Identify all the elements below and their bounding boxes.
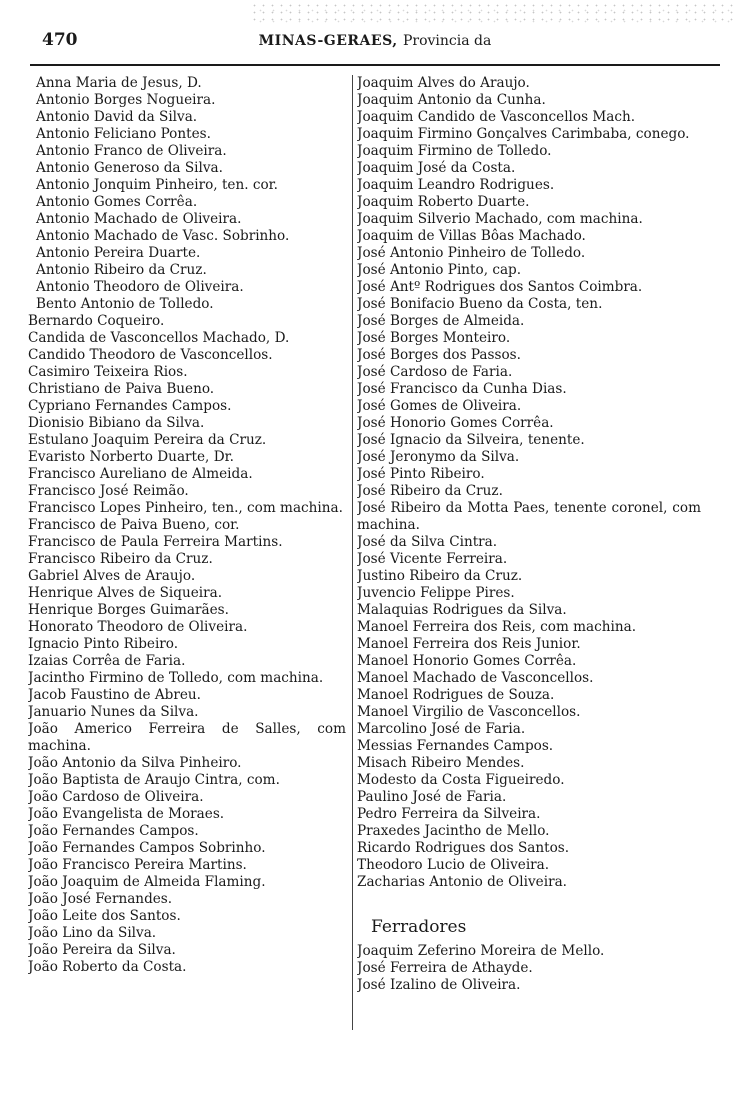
list-item: Joaquim Leandro Rodrigues. [357,177,555,193]
list-item: José Ribeiro da Cruz. [357,483,503,499]
list-item: Joaquim Roberto Duarte. [357,194,530,210]
list-item: Bento Antonio de Tolledo. [36,296,214,312]
list-item: Henrique Borges Guimarães. [28,602,229,618]
list-item: Candida de Vasconcellos Machado, D. [28,330,290,346]
page-number: 470 [42,30,78,50]
right-column-list [357,75,701,891]
list-item: Manoel Ferreira dos Reis, com machina. [357,619,637,635]
list-item: Francisco Aureliano de Almeida. [28,466,253,482]
list-item: Justino Ribeiro da Cruz. [357,568,523,584]
list-item: Antonio Generoso da Silva. [36,160,223,176]
list-item: Messias Fernandes Campos. [357,738,554,754]
list-item: Malaquias Rodrigues da Silva. [357,602,567,618]
list-item: Praxedes Jacintho de Mello. [357,823,550,839]
list-item: Marcolino José de Faria. [357,721,526,737]
list-item: José Honorio Gomes Corrêa. [357,415,554,431]
list-item: Jacintho Firmino de Tolledo, com machina. [28,670,324,686]
list-item: João Leite dos Santos. [28,908,181,924]
list-item: Antonio Ribeiro da Cruz. [36,262,207,278]
list-item: Misach Ribeiro Mendes. [357,755,525,771]
list-item: João Fernandes Campos. [28,823,199,839]
list-item: Evaristo Norberto Duarte, Dr. [28,449,234,465]
list-item: Casimiro Teixeira Rios. [28,364,188,380]
right-column [352,75,701,1030]
list-item: João Evangelista de Moraes. [28,806,225,822]
list-item: Estulano Joaquim Pereira da Cruz. [28,432,267,448]
left-column [28,75,346,976]
list-item: José da Silva Cintra. [357,534,498,550]
list-item: Januario Nunes da Silva. [28,704,199,720]
list-item: Pedro Ferreira da Silveira. [357,806,541,822]
list-item: José Bonifacio Bueno da Costa, ten. [357,296,603,312]
list-item: Joaquim Antonio da Cunha. [357,92,546,108]
list-item: Manoel Honorio Gomes Corrêa. [357,653,577,669]
list-item: José Cardoso de Faria. [357,364,513,380]
list-item: Antonio Theodoro de Oliveira. [36,279,244,295]
list-item: Ignacio Pinto Ribeiro. [28,636,179,652]
list-item: Modesto da Costa Figueiredo. [357,772,565,788]
list-item: Manoel Rodrigues de Souza. [357,687,555,703]
list-item: Antonio Franco de Oliveira. [36,143,227,159]
list-item: Joaquim Zeferino Moreira de Mello. [357,943,605,959]
list-item: Ricardo Rodrigues dos Santos. [357,840,570,856]
list-item: João Lino da Silva. [28,925,157,941]
list-item: Paulino José de Faria. [357,789,507,805]
list-item: Antonio David da Silva. [36,109,198,125]
list-item: Jacob Faustino de Abreu. [28,687,201,703]
list-item: Francisco Lopes Pinheiro, ten., com machina. [28,500,343,516]
list-item: Theodoro Lucio de Oliveira. [357,857,550,873]
list-item: Joaquim de Villas Bôas Machado. [357,228,586,244]
list-item: João Joaquim de Almeida Flaming. [28,874,266,890]
list-item: Joaquim Firmino Gonçalves Carimbaba, conego. [357,126,690,142]
list-item: João Americo Ferreira de Salles, com machina. [28,721,346,754]
list-item: José Gomes de Oliveira. [357,398,522,414]
list-item: Gabriel Alves de Araujo. [28,568,196,584]
list-item: José Borges dos Passos. [357,347,521,363]
page-header [30,30,720,58]
list-item: Francisco de Paula Ferreira Martins. [28,534,283,550]
list-item: José Vicente Ferreira. [357,551,508,567]
list-item: João Roberto da Costa. [28,959,187,975]
list-item: Joaquim Candido de Vasconcellos Mach. [357,109,636,125]
list-item: Joaquim Firmino de Tolledo. [357,143,552,159]
list-item: Antonio Machado de Oliveira. [36,211,242,227]
list-item: Antonio Pereira Duarte. [36,245,201,261]
list-item: Joaquim José da Costa. [357,160,516,176]
list-item: Honorato Theodoro de Oliveira. [28,619,248,635]
list-item: Zacharias Antonio de Oliveira. [357,874,567,890]
list-item: José Borges de Almeida. [357,313,525,329]
list-item: Francisco Ribeiro da Cruz. [28,551,213,567]
list-item: Antonio Jonquim Pinheiro, ten. cor. [36,177,278,193]
list-item: José Jeronymo da Silva. [357,449,520,465]
header-rule [30,64,720,66]
list-item: Joaquim Silverio Machado, com machina. [357,211,643,227]
list-item: Manoel Machado de Vasconcellos. [357,670,594,686]
list-item: Bernardo Coqueiro. [28,313,165,329]
running-title [30,33,720,49]
section-heading-ferradores: Ferradores [371,917,467,937]
list-item: Joaquim Alves do Araujo. [357,75,530,91]
list-item: João Antonio da Silva Pinheiro. [28,755,242,771]
list-item: José Francisco da Cunha Dias. [357,381,567,397]
running-title-sub: Provincia da [402,33,492,49]
list-item: Izaias Corrêa de Faria. [28,653,186,669]
list-item: João Francisco Pereira Martins. [28,857,247,873]
list-item: Candido Theodoro de Vasconcellos. [28,347,273,363]
list-item: Dionisio Bibiano da Silva. [28,415,205,431]
scan-speckle [250,2,736,24]
list-item: José Borges Monteiro. [357,330,511,346]
list-item: Christiano de Paiva Bueno. [28,381,215,397]
running-title-main: MINAS-GERAES, [258,33,398,49]
list-item: Manoel Ferreira dos Reis Junior. [357,636,581,652]
list-item: João Baptista de Araujo Cintra, com. [28,772,280,788]
list-item: Antonio Feliciano Pontes. [36,126,211,142]
list-item: José Antonio Pinto, cap. [357,262,522,278]
list-item: Juvencio Felippe Pires. [357,585,515,601]
list-item: José Izalino de Oliveira. [357,977,521,993]
list-item: José Pinto Ribeiro. [357,466,485,482]
list-item: João Cardoso de Oliveira. [28,789,204,805]
list-item: Francisco de Paiva Bueno, cor. [28,517,240,533]
list-item: Henrique Alves de Siqueira. [28,585,223,601]
list-item: João Fernandes Campos Sobrinho. [28,840,266,856]
list-item: João José Fernandes. [28,891,173,907]
ferradores-list [357,943,701,994]
list-item: Antonio Machado de Vasc. Sobrinho. [36,228,290,244]
list-item: Anna Maria de Jesus, D. [36,75,202,91]
list-item: José Antonio Pinheiro de Tolledo. [357,245,586,261]
list-item: João Pereira da Silva. [28,942,176,958]
list-item: Manoel Virgilio de Vasconcellos. [357,704,581,720]
list-item: José Ignacio da Silveira, tenente. [357,432,585,448]
list-item: José Ribeiro da Motta Paes, tenente coronel, com machina. [357,500,701,533]
list-item: José Ferreira de Athayde. [357,960,533,976]
list-item: Francisco José Reimão. [28,483,189,499]
list-item: Antonio Gomes Corrêa. [36,194,198,210]
list-item: Cypriano Fernandes Campos. [28,398,232,414]
list-item: José Antº Rodrigues dos Santos Coimbra. [357,279,643,295]
list-item: Antonio Borges Nogueira. [36,92,216,108]
